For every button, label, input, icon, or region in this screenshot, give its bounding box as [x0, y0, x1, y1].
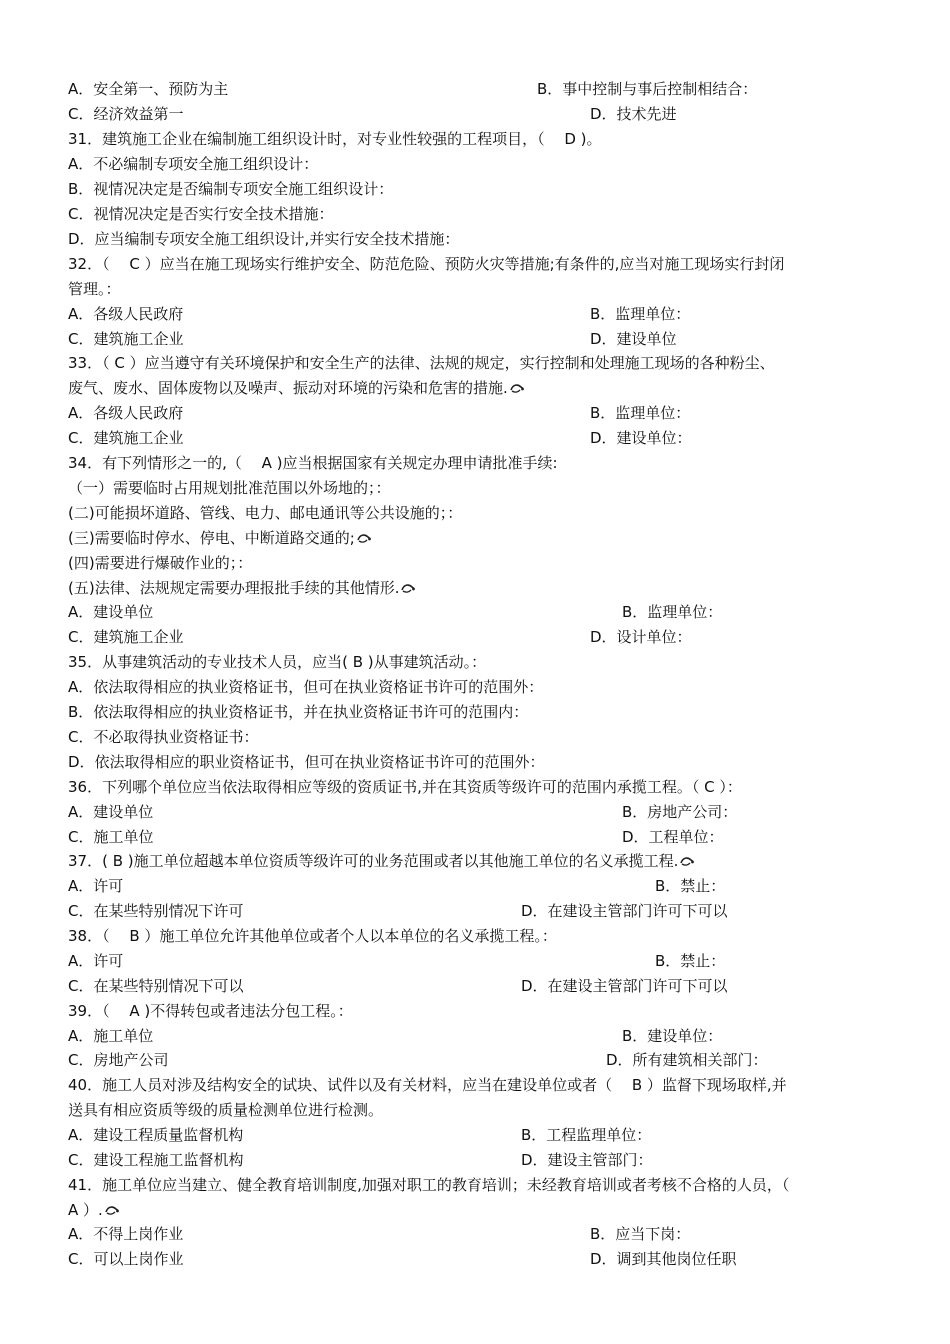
text-line: [68, 752, 545, 772]
text-line: [68, 1026, 153, 1046]
text-line-content: C．施工单位: [68, 828, 154, 846]
text-line: [68, 553, 252, 573]
paragraph-mark-icon: [678, 852, 695, 870]
text-line-content: 35．从事建筑活动的专业技术人员，应当( B )从事建筑活动。：: [68, 653, 487, 671]
text-line: [68, 129, 602, 149]
text-line: [68, 901, 243, 921]
text-line: [537, 79, 757, 99]
text-line: [68, 926, 557, 946]
text-line: [68, 677, 543, 697]
text-line: [590, 403, 690, 423]
text-line-content: D．技术先进: [590, 105, 677, 123]
text-line-content: C．在某些特别情况下可以: [68, 977, 244, 995]
text-line-content: A．施工单位: [68, 1027, 154, 1045]
text-line: [590, 627, 692, 647]
text-line: [68, 702, 528, 722]
text-line-content: A．各级人民政府: [68, 404, 184, 422]
text-line-content: D．工程单位：: [622, 828, 724, 846]
text-line-content: 36．下列哪个单位应当依法取得相应等级的资质证书,并在其资质等级许可的范围内承揽工程。（ C ）：: [68, 778, 742, 796]
text-line: [68, 578, 416, 598]
text-line: [68, 876, 123, 896]
text-line-content: A．各级人民政府: [68, 305, 184, 323]
paragraph-mark-icon: [508, 379, 525, 397]
text-line: [68, 528, 372, 548]
text-line-content: A．建设单位: [68, 603, 154, 621]
text-line-content: D．调到其他岗位任职: [590, 1250, 737, 1268]
text-line: [68, 179, 393, 199]
text-line-content: C．建筑施工企业: [68, 628, 184, 646]
text-line-content: C．视情况决定是否实行安全技术措施：: [68, 205, 334, 223]
text-line-content: A．许可: [68, 877, 124, 895]
text-line: [68, 453, 558, 473]
text-line: [68, 976, 243, 996]
text-line: [68, 1125, 243, 1145]
text-line-content: B．监理单位：: [590, 404, 691, 422]
text-line: [590, 329, 677, 349]
text-line-content: 40．施工人员对涉及结构安全的试块、试件以及有关材料，应当在建设单位或者（ B ）监督下现场取样,并: [68, 1076, 787, 1094]
text-line-content: 37．( B )施工单位超越本单位资质等级许可的业务范围或者以其他施工单位的名义承揽工程.: [68, 852, 679, 870]
text-line-content: 废气、废水、固体废物以及噪声、振动对环境的污染和危害的措施.: [68, 379, 508, 397]
text-line-content: B．应当下岗：: [590, 1225, 691, 1243]
text-line-content: D．所有建筑相关部门：: [606, 1051, 768, 1069]
text-line-content: 39．（ A )不得转包或者违法分包工程。：: [68, 1002, 353, 1020]
text-line: [68, 79, 228, 99]
text-line: [68, 951, 123, 971]
text-line: [521, 901, 728, 921]
text-line: [68, 428, 183, 448]
text-line-content: 33．（ C ）应当遵守有关环境保护和安全生产的法律、法规的规定，实行控制和处理施工现场的各种粉尘、: [68, 354, 775, 372]
text-line: [622, 827, 724, 847]
text-line-content: A．依法取得相应的执业资格证书，但可在执业资格证书许可的范围外：: [68, 678, 544, 696]
text-line-content: D．建设单位：: [590, 429, 692, 447]
text-line-content: B．视情况决定是否编制专项安全施工组织设计：: [68, 180, 394, 198]
text-line-content: C．建设工程施工监督机构: [68, 1151, 244, 1169]
text-line-content: (四)需要进行爆破作业的；：: [68, 554, 253, 572]
text-line: [68, 229, 459, 249]
text-line-content: D．建设主管部门：: [521, 1151, 653, 1169]
text-line: [590, 1249, 737, 1269]
text-line: [68, 1224, 183, 1244]
text-line: [622, 802, 737, 822]
text-line-content: B．工程监理单位：: [521, 1126, 652, 1144]
text-line: [68, 627, 183, 647]
text-line-content: D．建设单位: [590, 330, 677, 348]
text-line-content: A．建设单位: [68, 803, 154, 821]
text-line-content: (五)法律、法规规定需要办理报批手续的其他情形.: [68, 579, 400, 597]
text-line: [68, 279, 121, 299]
text-line: [68, 1050, 168, 1070]
text-line-content: 送具有相应资质等级的质量检测单位进行检测。: [68, 1101, 384, 1119]
text-line: [68, 652, 486, 672]
text-line: [68, 1200, 120, 1220]
text-line-content: B．监理单位：: [622, 603, 723, 621]
text-line-content: B．房地产公司：: [622, 803, 738, 821]
text-line: [68, 1150, 243, 1170]
text-line: [68, 353, 775, 373]
text-line-content: C．建筑施工企业: [68, 330, 184, 348]
text-line-content: 34．有下列情形之一的,（ A )应当根据国家有关规定办理申请批准手续:: [68, 454, 558, 472]
text-line-content: C．不必取得执业资格证书：: [68, 728, 259, 746]
text-line: [68, 254, 784, 274]
text-line-content: C．在某些特别情况下许可: [68, 902, 244, 920]
text-line-content: A．许可: [68, 952, 124, 970]
text-line-content: B．监理单位：: [590, 305, 691, 323]
text-line: [68, 1075, 787, 1095]
text-line-content: (三)需要临时停水、停电、中断道路交通的;: [68, 529, 355, 547]
text-line-content: D．在建设主管部门许可下可以: [521, 977, 728, 995]
text-line: [68, 204, 333, 224]
paragraph-mark-icon: [103, 1201, 120, 1219]
text-line: [655, 876, 725, 896]
paragraph-mark-icon: [399, 579, 416, 597]
text-line: [590, 1224, 690, 1244]
text-line: [606, 1050, 768, 1070]
text-line-content: (二)可能损坏道路、管线、电力、邮电通讯等公共设施的；：: [68, 504, 463, 522]
text-line-content: B．事中控制与事后控制相结合：: [537, 80, 758, 98]
text-line: [622, 1026, 722, 1046]
text-line: [68, 1175, 789, 1195]
text-line-content: A．建设工程质量监督机构: [68, 1126, 244, 1144]
text-line: [68, 378, 525, 398]
text-line: [68, 1001, 353, 1021]
text-line-content: 31．建筑施工企业在编制施工组织设计时，对专业性较强的工程项目，（ D )。: [68, 130, 602, 148]
text-line: [68, 1100, 383, 1120]
text-line: [622, 602, 722, 622]
text-line: [590, 304, 690, 324]
text-line-content: 41．施工单位应当建立、健全教育培训制度,加强对职工的教育培训；未经教育培训或者考核不合格的人员，（: [68, 1176, 790, 1194]
text-line-content: B．建设单位：: [622, 1027, 723, 1045]
text-line: [68, 329, 183, 349]
text-line-content: （一）需要临时占用规划批准范围以外场地的；：: [68, 479, 391, 497]
text-line: [68, 851, 695, 871]
text-line-content: D．依法取得相应的职业资格证书，但可在执业资格证书许可的范围外：: [68, 753, 545, 771]
text-line: [68, 478, 391, 498]
text-line-content: C．建筑施工企业: [68, 429, 184, 447]
text-line: [68, 727, 258, 747]
text-line: [68, 104, 183, 124]
text-line-content: D．在建设主管部门许可下可以: [521, 902, 728, 920]
paragraph-mark-icon: [355, 529, 372, 547]
text-line-content: B．依法取得相应的执业资格证书，并在执业资格证书许可的范围内：: [68, 703, 529, 721]
text-line: [68, 802, 153, 822]
text-line-content: D．设计单位：: [590, 628, 692, 646]
text-line-content: D．应当编制专项安全施工组织设计,并实行安全技术措施：: [68, 230, 460, 248]
text-line-content: C．可以上岗作业: [68, 1250, 184, 1268]
text-line: [68, 503, 462, 523]
text-line-content: A．不必编制专项安全施工组织设计：: [68, 155, 319, 173]
text-line-content: 38．（ B ）施工单位允许其他单位或者个人以本单位的名义承揽工程。：: [68, 927, 557, 945]
text-line-content: A ）.: [68, 1201, 103, 1219]
text-line-content: 管理。：: [68, 280, 121, 298]
text-line: [68, 304, 183, 324]
text-line-content: A．不得上岗作业: [68, 1225, 184, 1243]
text-line-content: B．禁止：: [655, 877, 726, 895]
text-line: [655, 951, 725, 971]
text-line-content: 32．（ C ）应当在施工现场实行维护安全、防范危险、预防火灾等措施;有条件的,应当对施工现场实行封闭: [68, 255, 785, 273]
text-line: [68, 154, 318, 174]
text-line: [590, 104, 677, 124]
text-line-content: C．经济效益第一: [68, 105, 184, 123]
text-line: [68, 827, 153, 847]
text-line: [590, 428, 692, 448]
text-line: [521, 1125, 651, 1145]
text-line-content: C．房地产公司: [68, 1051, 169, 1069]
text-line: [68, 602, 153, 622]
text-line-content: A．安全第一、预防为主: [68, 80, 229, 98]
text-line-content: B．禁止：: [655, 952, 726, 970]
text-line: [68, 777, 742, 797]
text-line: [521, 976, 728, 996]
text-line: [68, 403, 183, 423]
text-line: [68, 1249, 183, 1269]
text-line: [521, 1150, 653, 1170]
